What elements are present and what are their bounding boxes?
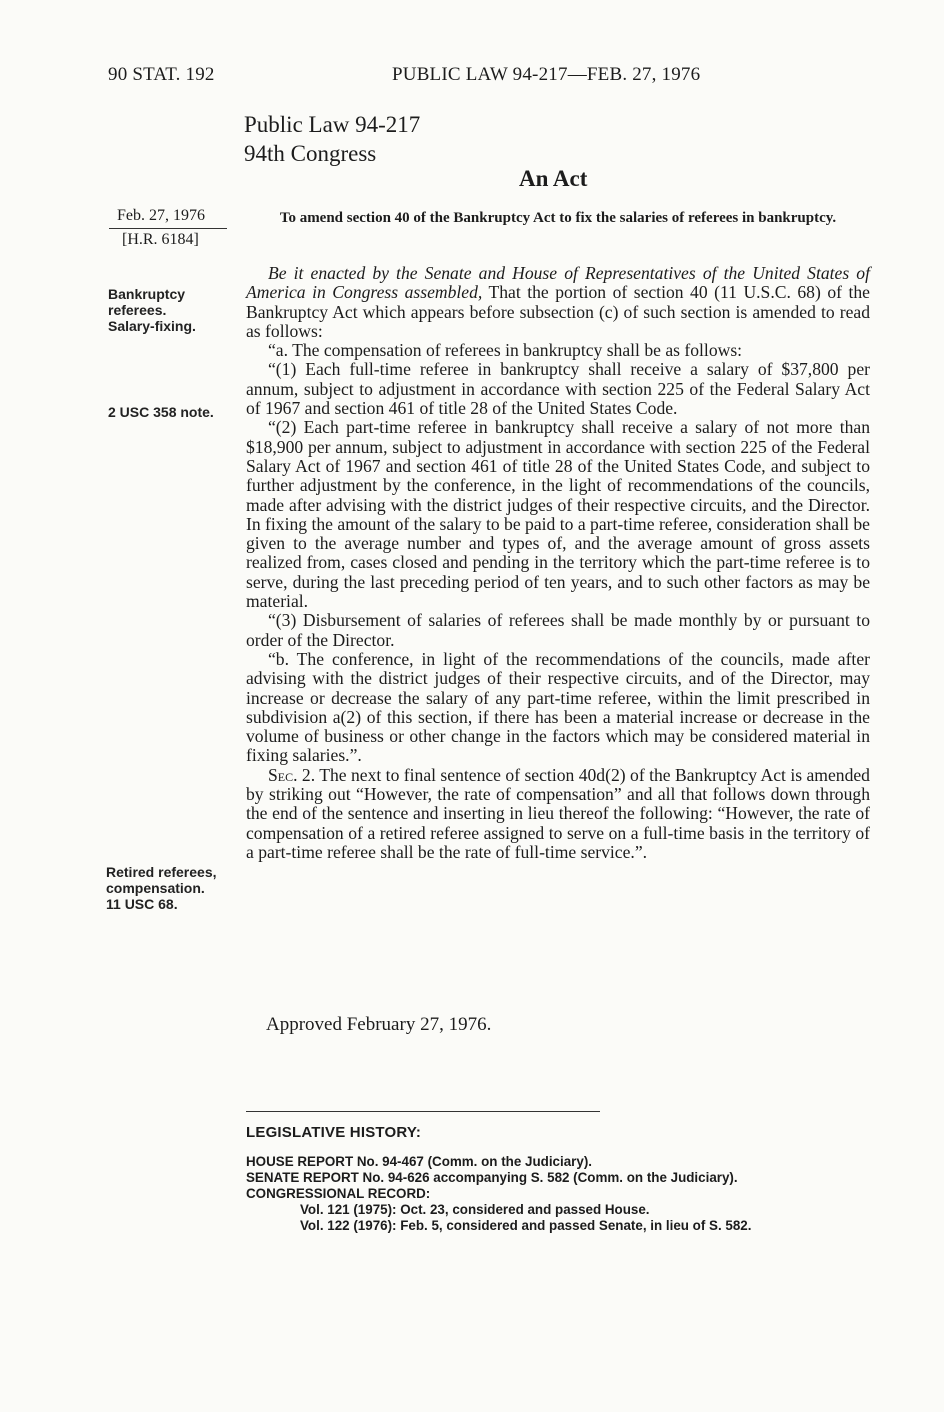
margin-note-salary-fixing (108, 286, 196, 334)
margin-note-line: Salary-fixing. (108, 318, 196, 334)
law-number: Public Law 94-217 (244, 112, 421, 137)
act-body (246, 264, 870, 862)
act-title: An Act (519, 166, 588, 191)
section-2-text: The next to final sentence of section 40d(2) of the Bankruptcy Act is amended by striking out “However, the rate of compensation” and all that follows down through the end of the sentence and inserting in lieu thereof the following: “However, the rate of compensation of a retired referee assigned to serve on a full-time basis in the territory of a part-time referee shall be the rate of full-time service.”. (246, 764, 870, 862)
enacting-formula: Be it enacted by the Senate and House of Representatives of the United States of America in Congress assembled, (246, 263, 870, 303)
section-2 (246, 766, 870, 862)
margin-bill-number: [H.R. 6184] (122, 231, 199, 248)
legislative-history-divider (246, 1111, 600, 1112)
margin-note-line: referees. (108, 302, 167, 318)
subsection-a: “a. The compensation of referees in bankruptcy shall be as follows: (268, 340, 743, 361)
law-heading (244, 110, 420, 168)
margin-date: Feb. 27, 1976 (117, 207, 205, 224)
margin-note-retired-referees (106, 864, 217, 912)
subsection-b: “b. The conference, in light of the recommendations of the councils, made after advising with the district judges of their respective circuits, and of the Director, may increase or decrease the salary of any part-time referee, within the limit prescribed in subdivision a(2) of this section, if there has been a material increase or decrease in the volume of business or other change in the factors which may be considered material in fixing salaries.”. (246, 648, 870, 766)
paragraph-3: “(3) Disbursement of salaries of referees shall be made monthly by or pursuant to order of the Director. (246, 610, 870, 650)
approval-date: Approved February 27, 1976. (266, 1014, 492, 1035)
house-report: HOUSE REPORT No. 94-467 (Comm. on the Judiciary). (246, 1154, 592, 1169)
margin-note-line: 11 USC 68. (106, 896, 178, 912)
running-title: PUBLIC LAW 94-217—FEB. 27, 1976 (392, 64, 701, 85)
margin-note-line: Bankruptcy (108, 286, 186, 302)
enacting-clause (246, 264, 870, 341)
margin-usc-note: 2 USC 358 note. (108, 404, 214, 420)
legislative-history-list (246, 1154, 751, 1234)
section-label: Sec. 2. (268, 764, 316, 785)
enacting-text: That the portion of section 40 (11 U.S.C. 68) of the Bankruptcy Act which appears before subsection (c) of such section is amended to read as follows: (246, 282, 870, 341)
margin-note-line: compensation. (106, 880, 205, 896)
paragraph-1: “(1) Each full-time referee in bankruptcy shall receive a salary of $37,800 per annum, subject to adjustment in accordance with section 225 of the Federal Salary Act of 1967 and section 461 of title 28 of the United States Code. (246, 359, 870, 419)
margin-date-block (117, 206, 227, 250)
record-vol-122: Vol. 122 (1976): Feb. 5, considered and passed Senate, in lieu of S. 582. (300, 1218, 752, 1233)
senate-report: SENATE REPORT No. 94-626 accompanying S. 582 (Comm. on the Judiciary). (246, 1170, 738, 1185)
margin-note-line: Retired referees, (106, 864, 217, 880)
record-vol-121: Vol. 121 (1975): Oct. 23, considered and passed House. (300, 1202, 650, 1217)
paragraph-2: “(2) Each part-time referee in bankruptcy shall receive a salary of not more than $18,900 per annum, subject to adjustment in accordance with section 225 of the Federal Salary Act of 1967 and section 461 of title 28 of the United States Code, and subject to further adjustment by the conference, in the light of recommendations of the councils, made after advising with the district judges of their respective circuits, and the Director. In fixing the amount of the salary to be paid to a part-time referee, consideration shall be given to the average number and types of, and the average amount of gross assets realized from, cases closed and pending in the territory which the part-time referee is to serve, during the last preceding period of ten years, and to such other factors as may be material. (246, 417, 870, 612)
legislative-history-title: LEGISLATIVE HISTORY: (246, 1124, 422, 1141)
congressional-record: CONGRESSIONAL RECORD: (246, 1186, 431, 1201)
congress-number: 94th Congress (244, 141, 377, 166)
act-purpose: To amend section 40 of the Bankruptcy Act to fix the salaries of referees in bankruptcy. (279, 210, 837, 226)
margin-divider (109, 228, 227, 229)
stat-page-number: 90 STAT. 192 (108, 64, 215, 85)
